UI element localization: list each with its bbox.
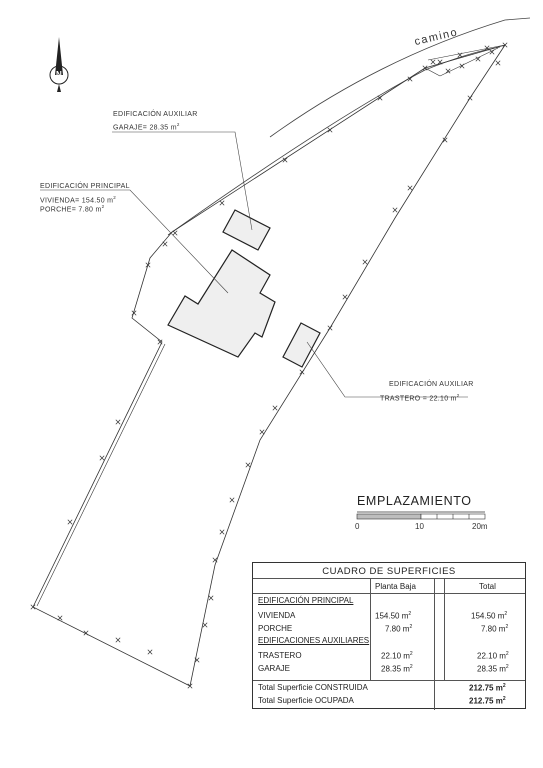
survey-point-cross bbox=[496, 61, 500, 65]
survey-point-cross bbox=[458, 53, 462, 57]
label-principal-porche: PORCHE= 7.80 $m^2$ bbox=[40, 204, 105, 214]
label-principal-title: EDIFICACIÓN PRINCIPAL bbox=[40, 183, 130, 190]
row-trastero-name: TRASTERO bbox=[258, 651, 302, 660]
survey-point-cross bbox=[116, 638, 120, 642]
total-ocupada-label: Total Superficie OCUPADA bbox=[258, 696, 354, 705]
survey-point-cross bbox=[68, 520, 72, 524]
survey-point-cross bbox=[58, 616, 62, 620]
scale-tick-10: 10 bbox=[415, 522, 424, 531]
survey-point-cross bbox=[408, 186, 412, 190]
label-trastero-title: EDIFICACIÓN AUXILIAR bbox=[389, 381, 474, 388]
label-garaje-title: EDIFICACIÓN AUXILIAR bbox=[113, 111, 198, 118]
survey-point-cross bbox=[230, 498, 234, 502]
survey-point-cross bbox=[100, 456, 104, 460]
road-notch-2 bbox=[425, 68, 440, 76]
row-trastero-total: 22.10 $m^2$ bbox=[477, 651, 509, 661]
survey-point-cross bbox=[393, 208, 397, 212]
section-auxiliares: EDIFICACIONES AUXILIARES bbox=[258, 636, 370, 645]
survey-point-cross bbox=[490, 50, 494, 54]
leader-garaje bbox=[112, 132, 252, 230]
scale-title: EMPLAZAMIENTO bbox=[357, 494, 472, 508]
road-edge-inner bbox=[168, 47, 500, 235]
plot-boundary-inner bbox=[37, 344, 165, 606]
survey-point-cross bbox=[220, 530, 224, 534]
total-construida-value: 212.75 $m^2$ bbox=[469, 683, 506, 693]
col-total: Total bbox=[479, 582, 496, 591]
survey-point-cross bbox=[116, 420, 120, 424]
row-vivienda-planta: 154.50 $m^2$ bbox=[375, 611, 412, 621]
survey-point-cross bbox=[260, 430, 264, 434]
survey-point-cross bbox=[363, 260, 367, 264]
north-arrow-icon bbox=[50, 37, 68, 92]
survey-point-cross bbox=[173, 231, 177, 235]
label-principal-vivienda: VIVIENDA= 154.50 $m^2$ bbox=[40, 195, 117, 205]
scale-bar bbox=[357, 512, 485, 519]
surface-table bbox=[252, 562, 526, 709]
row-porche-name: PORCHE bbox=[258, 624, 293, 633]
road-notch bbox=[428, 45, 505, 60]
building-principal bbox=[168, 250, 275, 357]
road-edge-outer bbox=[270, 18, 530, 137]
survey-point-cross bbox=[328, 128, 332, 132]
row-garaje-name: GARAJE bbox=[258, 664, 291, 673]
north-letter: N bbox=[56, 70, 63, 79]
survey-point-cross bbox=[468, 96, 472, 100]
row-vivienda-total: 154.50 $m^2$ bbox=[471, 611, 508, 621]
total-construida-label: Total Superficie CONSTRUIDA bbox=[258, 683, 368, 692]
row-trastero-planta: 22.10 $m^2$ bbox=[381, 651, 413, 661]
survey-point-cross bbox=[246, 463, 250, 467]
building-trastero bbox=[283, 323, 320, 367]
total-ocupada-value: 212.75 $m^2$ bbox=[469, 696, 506, 706]
section-principal: EDIFICACIÓN PRINCIPAL bbox=[258, 596, 354, 605]
survey-point-cross bbox=[31, 605, 35, 609]
scale-tick-0: 0 bbox=[355, 522, 360, 531]
building-garaje bbox=[223, 210, 270, 250]
table-title: CUADRO DE SUPERFICIES bbox=[322, 566, 456, 577]
survey-point-cross bbox=[423, 66, 427, 70]
survey-point-cross bbox=[328, 326, 332, 330]
survey-point-cross bbox=[209, 596, 213, 600]
survey-point-cross bbox=[163, 242, 167, 246]
scale-tick-20: 20m bbox=[472, 522, 488, 531]
label-trastero-area: TRASTERO = 22.10 $m^2$ bbox=[380, 393, 460, 403]
survey-point-cross bbox=[203, 623, 207, 627]
row-porche-total: 7.80 $m^2$ bbox=[481, 624, 509, 634]
survey-point-cross bbox=[148, 650, 152, 654]
survey-point-cross bbox=[431, 60, 435, 64]
survey-point-cross bbox=[273, 406, 277, 410]
row-porche-planta: 7.80 $m^2$ bbox=[385, 624, 413, 634]
row-garaje-total: 28.35 $m^2$ bbox=[477, 664, 509, 674]
road-label: camino bbox=[413, 26, 460, 48]
row-vivienda-name: VIVIENDA bbox=[258, 611, 296, 620]
label-garaje-area: GARAJE= 28.35 $m^2$ bbox=[113, 122, 180, 132]
row-garaje-planta: 28.35 $m^2$ bbox=[381, 664, 413, 674]
col-planta-baja: Planta Baja bbox=[375, 582, 416, 591]
survey-point-cross bbox=[446, 69, 450, 73]
survey-point-cross bbox=[220, 201, 224, 205]
survey-point-cross bbox=[343, 295, 347, 299]
